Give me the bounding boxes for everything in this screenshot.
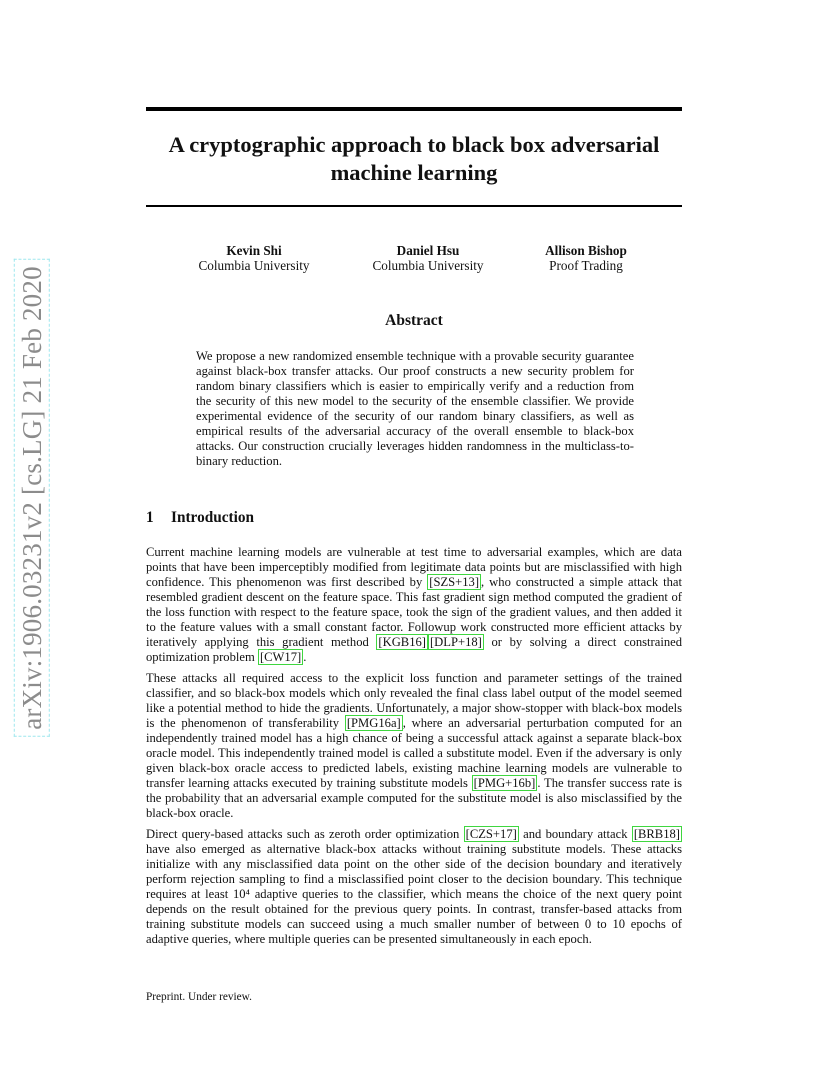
citation-link[interactable]: [BRB18] [633,827,680,841]
author-1 [164,243,344,273]
text-run: . The transfer success rate is the probability that an adversarial example computed for the substitute model is also misclassified by the black-box oracle. [146,776,682,820]
text-run: and boundary attack [518,827,632,841]
text-run: , who constructed a simple attack that resembled gradient descent on the feature space. This fast gradient sign method computed the gradient of the loss function with respect to the feature space, took the sign of the gradient values, and then added it to the feature values with a small constant factor. Followup work constructed more efficient attacks by iteratively applying this gradient method [146,575,682,649]
paragraph-2 [146,671,682,821]
author-name: Kevin Shi [226,243,282,258]
title-bottom-rule [146,205,682,207]
footer-note: Preprint. Under review. [146,991,252,1003]
citation-link[interactable]: [DLP+18] [429,635,482,649]
arxiv-sidebar [12,262,52,734]
text-run: have also emerged as alternative black-box attacks without training substitute models. These attacks initialize with any misclassified data point on the other side of the decision boundary and iteratively perform rejection sampling to find a misclassified point closer to the decision boundary. This technique requires at least 10⁴ adaptive queries to the classifier, which means the choice of the next query point depends on the result obtained for the previous query points. In contrast, transfer-based attacks from training substitute models can succeed using a much smaller number of between 0 to 10 epochs of adaptive queries, where multiple queries can be presented simultaneously in each epoch. [146,842,682,946]
author-3 [496,243,676,273]
citation-link[interactable]: [CZS+17] [465,827,517,841]
arxiv-identifier[interactable]: arXiv:1906.03231v2 [cs.LG] 21 Feb 2020 [14,259,50,737]
author-name: Daniel Hsu [396,243,460,258]
text-run: , where an adversarial perturbation computed for an independently trained model has a high chance of being a successful attack against a separate black-box oracle model. This independently trained model is called a substitute model. Even if the adversary is only given black-box oracle access to predicted labels, existing machine learning models are vulnerable to transfer learning attacks executed by training substitute models [146,716,682,790]
text-run: Direct query-based attacks such as zeroth order optimization [146,827,464,841]
citation-link[interactable]: [KGB16] [378,635,426,649]
section-title: Introduction [171,509,255,526]
author-name: Allison Bishop [545,243,627,258]
paragraph-1 [146,545,682,665]
paper-title: A cryptographic approach to black box adversarial machine learning [168,132,660,185]
author-affiliation: Proof Trading [549,258,623,273]
author-affiliation: Columbia University [372,258,484,273]
citation-link[interactable]: [PMG16a] [346,716,401,730]
paragraph-3 [146,827,682,947]
citation-link[interactable]: [SZS+13] [429,575,480,589]
abstract-heading: Abstract [385,312,443,329]
section-heading [146,509,254,527]
citation-link[interactable]: [CW17] [259,650,302,664]
text-run: . [303,650,307,664]
section-number: 1 [146,509,154,526]
author-affiliation: Columbia University [198,258,310,273]
author-2 [338,243,518,273]
text-run: These attacks all required access to the explicit loss function and parameter settings of the trained classifier, and so black-box models which only revealed the final class label output of the model seemed like a potential method to hide the gradients. Unfortunately, a major show-stopper with black-box models is the phenomenon of transferability [146,671,682,730]
citation-link[interactable]: [PMG+16b] [473,776,536,790]
title-top-rule [146,107,682,111]
author-block [146,243,682,279]
text-run: Current machine learning models are vulnerable at test time to adversarial examples, which are data points that have been imperceptibly modified from legitimate data points but are misclassified with high confidence. This phenomenon was first described by [146,545,682,589]
body-text [146,545,682,953]
abstract-text: We propose a new randomized ensemble technique with a provable security guarantee against black-box transfer attacks. Our proof constructs a new security problem for random binary classifiers which is easier to empirically verify and a reduction from the security of this new model to the security of the ensemble classifier. We provide experimental evidence of the security of our random binary classifiers, as well as empirical results of the adversarial accuracy of the overall ensemble to black-box attacks. Our construction crucially leverages hidden randomness in the multiclass-to-binary reduction. [196,349,634,468]
text-run: or by solving a direct constrained optimization problem [146,635,682,664]
